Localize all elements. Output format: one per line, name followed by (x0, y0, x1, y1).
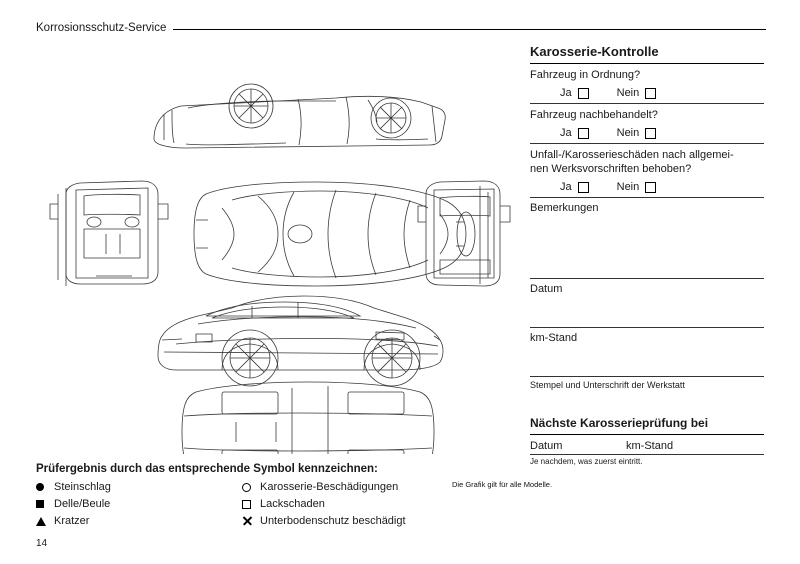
filled-triangle-icon (36, 517, 54, 526)
next-check-footnote: Je nachdem, was zuerst eintritt. (530, 457, 643, 466)
question-1-answers (530, 85, 764, 103)
form-title: Karosserie-Kontrolle (530, 44, 659, 59)
next-check-km-label: km-Stand (626, 440, 674, 452)
date-label: Datum (530, 283, 563, 295)
page-number: 14 (36, 538, 48, 549)
filled-circle-icon (36, 483, 54, 491)
question-3-line-1: Unfall-/Karosserieschäden nach allgemei- (530, 149, 734, 161)
karosserie-kontrolle-form (530, 44, 764, 466)
legend-item-unterbodenschutz (242, 514, 506, 528)
next-check-block (530, 416, 764, 466)
stamp-label: Stempel und Unterschrift der Werkstatt (530, 380, 685, 390)
vehicle-top-rear-view (154, 84, 445, 148)
header-title: Korrosionsschutz-Service (36, 22, 167, 35)
header-divider (173, 29, 766, 30)
legend-grid (36, 480, 506, 528)
vehicle-front-view (50, 181, 168, 286)
question-3-yes-checkbox[interactable] (578, 182, 589, 193)
vehicle-underbody-view (182, 382, 434, 454)
vehicle-rear-view (418, 181, 510, 286)
legend-item-karosserie-beschaedigungen (242, 480, 506, 494)
legend-item-steinschlag (36, 480, 242, 494)
question-2-answers (530, 125, 764, 143)
question-3-answers (530, 179, 764, 197)
no-label: Nein (616, 181, 640, 193)
no-label: Nein (616, 87, 640, 99)
yes-label: Ja (560, 87, 572, 99)
remarks-writing-area[interactable] (530, 216, 764, 278)
graphic-note: Die Grafik gilt für alle Modelle. (452, 480, 553, 489)
next-check-title: Nächste Karosserieprüfung bei (530, 416, 709, 430)
legend-title: Prüfergebnis durch das entsprechende Symbol kennzeichnen: (36, 463, 378, 475)
yes-label: Ja (560, 127, 572, 139)
next-check-date-label: Datum (530, 440, 563, 452)
vehicle-plan-view (194, 182, 466, 286)
legend-item-label: Steinschlag (54, 481, 111, 493)
legend (36, 463, 506, 528)
open-circle-icon (242, 483, 260, 492)
legend-item-lackschaden (242, 497, 506, 511)
question-2-no-checkbox[interactable] (645, 128, 656, 139)
km-writing-area[interactable] (530, 346, 764, 376)
question-2-label: Fahrzeug nachbehandelt? (530, 109, 658, 121)
date-writing-area[interactable] (530, 297, 764, 327)
question-1-no-checkbox[interactable] (645, 88, 656, 99)
page-header (36, 20, 766, 38)
question-1-label: Fahrzeug in Ordnung? (530, 69, 641, 81)
filled-square-icon (36, 500, 54, 508)
cross-icon (242, 516, 260, 526)
question-3-no-checkbox[interactable] (645, 182, 656, 193)
vehicle-side-view (158, 296, 443, 386)
question-1-yes-checkbox[interactable] (578, 88, 589, 99)
open-square-icon (242, 500, 260, 509)
legend-item-label: Unterbodenschutz beschädigt (260, 515, 406, 527)
legend-item-kratzer (36, 514, 242, 528)
legend-item-label: Karosserie-Beschädigungen (260, 481, 399, 493)
km-label: km-Stand (530, 332, 578, 344)
legend-item-label: Kratzer (54, 515, 90, 527)
no-label: Nein (616, 127, 640, 139)
question-3-label (530, 144, 764, 179)
yes-label: Ja (560, 181, 572, 193)
legend-item-label: Lackschaden (260, 498, 325, 510)
legend-item-delle-beule (36, 497, 242, 511)
question-3-line-2: nen Werksvorschriften behoben? (530, 163, 692, 175)
next-check-fields (530, 435, 764, 454)
legend-item-label: Delle/Beule (54, 498, 111, 510)
question-2-yes-checkbox[interactable] (578, 128, 589, 139)
remarks-label: Bemerkungen (530, 202, 599, 214)
